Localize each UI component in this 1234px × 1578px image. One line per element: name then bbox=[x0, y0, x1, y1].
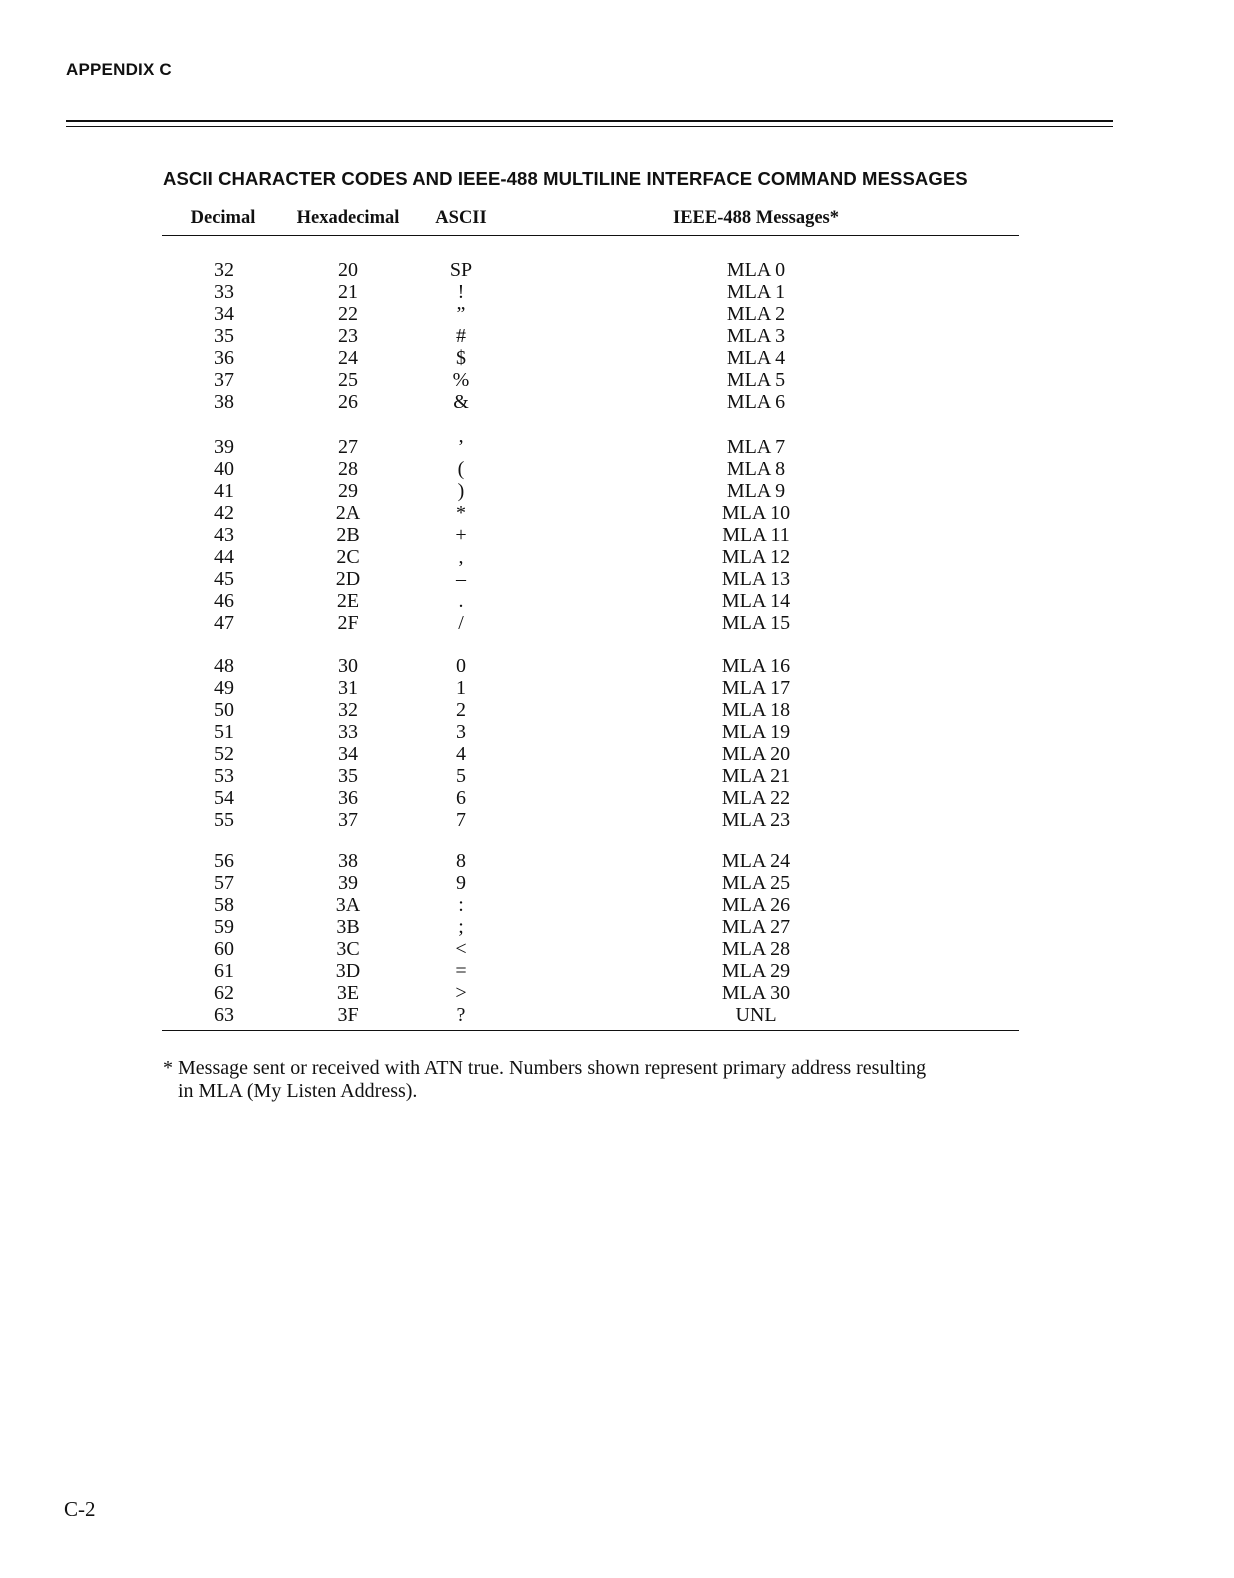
cell-decimal: 52 bbox=[214, 743, 234, 765]
cell-decimal: 43 bbox=[214, 524, 234, 546]
cell-decimal: 35 bbox=[214, 325, 234, 347]
cell-ascii: # bbox=[456, 325, 466, 347]
cell-hexadecimal: 21 bbox=[338, 281, 358, 303]
cell-ascii: & bbox=[453, 391, 469, 413]
cell-ieee-message: MLA 16 bbox=[721, 655, 791, 677]
cell-ascii: + bbox=[455, 524, 467, 546]
cell-ieee-message: MLA 29 bbox=[721, 960, 791, 982]
cell-ieee-message: MLA 10 bbox=[721, 502, 791, 524]
cell-ascii: $ bbox=[456, 347, 466, 369]
cell-ieee-message: MLA 27 bbox=[721, 916, 791, 938]
cell-hexadecimal: 31 bbox=[338, 677, 358, 699]
cell-hexadecimal: 3C bbox=[336, 938, 360, 960]
cell-hexadecimal: 3B bbox=[336, 916, 360, 938]
cell-ieee-message: MLA 4 bbox=[726, 347, 786, 369]
footnote-line-2: in MLA (My Listen Address). bbox=[178, 1080, 418, 1102]
cell-ieee-message: MLA 30 bbox=[721, 982, 791, 1004]
cell-decimal: 62 bbox=[214, 982, 234, 1004]
cell-decimal: 56 bbox=[214, 850, 234, 872]
cell-decimal: 55 bbox=[214, 809, 234, 831]
cell-ascii: / bbox=[458, 612, 464, 634]
cell-ascii: 1 bbox=[456, 677, 466, 699]
cell-ascii: = bbox=[455, 960, 467, 982]
cell-decimal: 53 bbox=[214, 765, 234, 787]
cell-decimal: 34 bbox=[214, 303, 234, 325]
cell-hexadecimal: 39 bbox=[338, 872, 358, 894]
cell-ascii: 6 bbox=[456, 787, 466, 809]
cell-decimal: 61 bbox=[214, 960, 234, 982]
cell-ascii: ’ bbox=[457, 436, 465, 458]
cell-hexadecimal: 37 bbox=[338, 809, 358, 831]
cell-hexadecimal: 23 bbox=[338, 325, 358, 347]
column-header-decimal: Decimal bbox=[190, 208, 256, 228]
cell-decimal: 49 bbox=[214, 677, 234, 699]
cell-decimal: 48 bbox=[214, 655, 234, 677]
cell-hexadecimal: 3F bbox=[337, 1004, 359, 1026]
footnote bbox=[163, 1057, 1033, 1103]
cell-hexadecimal: 26 bbox=[338, 391, 358, 413]
table-title: ASCII CHARACTER CODES AND IEEE-488 MULTILINE INTERFACE COMMAND MESSAGES bbox=[163, 168, 968, 189]
cell-decimal: 46 bbox=[214, 590, 234, 612]
cell-ascii: < bbox=[455, 938, 467, 960]
cell-decimal: 36 bbox=[214, 347, 234, 369]
cell-hexadecimal: 34 bbox=[338, 743, 358, 765]
cell-ascii: ! bbox=[457, 281, 465, 303]
cell-ieee-message: MLA 2 bbox=[726, 303, 786, 325]
cell-ieee-message: MLA 3 bbox=[726, 325, 786, 347]
cell-hexadecimal: 2E bbox=[336, 590, 360, 612]
cell-ieee-message: UNL bbox=[735, 1004, 777, 1026]
cell-ieee-message: MLA 13 bbox=[721, 568, 791, 590]
cell-hexadecimal: 35 bbox=[338, 765, 358, 787]
cell-ascii: SP bbox=[449, 259, 473, 281]
cell-hexadecimal: 27 bbox=[338, 436, 358, 458]
cell-ieee-message: MLA 7 bbox=[726, 436, 786, 458]
cell-ieee-message: MLA 14 bbox=[721, 590, 791, 612]
cell-hexadecimal: 22 bbox=[338, 303, 358, 325]
cell-ieee-message: MLA 21 bbox=[721, 765, 791, 787]
cell-ascii: ( bbox=[457, 458, 465, 480]
cell-hexadecimal: 28 bbox=[338, 458, 358, 480]
cell-ieee-message: MLA 12 bbox=[721, 546, 791, 568]
cell-decimal: 63 bbox=[214, 1004, 234, 1026]
cell-hexadecimal: 2A bbox=[335, 502, 361, 524]
cell-decimal: 45 bbox=[214, 568, 234, 590]
cell-hexadecimal: 32 bbox=[338, 699, 358, 721]
cell-ascii: ” bbox=[456, 303, 466, 325]
cell-ieee-message: MLA 25 bbox=[721, 872, 791, 894]
cell-hexadecimal: 29 bbox=[338, 480, 358, 502]
cell-ascii: ) bbox=[457, 480, 465, 502]
cell-hexadecimal: 36 bbox=[338, 787, 358, 809]
cell-decimal: 51 bbox=[214, 721, 234, 743]
cell-ascii: 7 bbox=[456, 809, 466, 831]
cell-decimal: 32 bbox=[214, 259, 234, 281]
cell-decimal: 42 bbox=[214, 502, 234, 524]
cell-decimal: 57 bbox=[214, 872, 234, 894]
appendix-label: APPENDIX C bbox=[66, 60, 172, 79]
cell-ascii: ; bbox=[458, 916, 464, 938]
cell-ieee-message: MLA 5 bbox=[726, 369, 786, 391]
cell-ascii: * bbox=[456, 502, 466, 524]
cell-decimal: 41 bbox=[214, 480, 234, 502]
cell-ieee-message: MLA 1 bbox=[726, 281, 786, 303]
table-bottom-rule bbox=[162, 1030, 1019, 1031]
cell-decimal: 33 bbox=[214, 281, 234, 303]
cell-hexadecimal: 30 bbox=[338, 655, 358, 677]
cell-decimal: 38 bbox=[214, 391, 234, 413]
cell-hexadecimal: 33 bbox=[338, 721, 358, 743]
cell-ascii: : bbox=[458, 894, 464, 916]
cell-ieee-message: MLA 0 bbox=[726, 259, 786, 281]
cell-ascii: 3 bbox=[456, 721, 466, 743]
cell-ieee-message: MLA 9 bbox=[726, 480, 786, 502]
cell-decimal: 50 bbox=[214, 699, 234, 721]
cell-ieee-message: MLA 11 bbox=[722, 524, 790, 546]
cell-decimal: 60 bbox=[214, 938, 234, 960]
cell-decimal: 39 bbox=[214, 436, 234, 458]
cell-ieee-message: MLA 8 bbox=[726, 458, 786, 480]
cell-ascii: , bbox=[458, 546, 464, 568]
cell-hexadecimal: 3D bbox=[335, 960, 361, 982]
cell-ascii: 9 bbox=[456, 872, 466, 894]
cell-ascii: % bbox=[452, 369, 470, 391]
cell-hexadecimal: 2D bbox=[335, 568, 361, 590]
cell-ascii: 8 bbox=[456, 850, 466, 872]
cell-hexadecimal: 38 bbox=[338, 850, 358, 872]
cell-hexadecimal: 2C bbox=[336, 546, 360, 568]
cell-decimal: 47 bbox=[214, 612, 234, 634]
cell-decimal: 54 bbox=[214, 787, 234, 809]
cell-ascii: > bbox=[455, 982, 467, 1004]
cell-hexadecimal: 25 bbox=[338, 369, 358, 391]
cell-ieee-message: MLA 24 bbox=[721, 850, 791, 872]
cell-ieee-message: MLA 22 bbox=[721, 787, 791, 809]
cell-ascii: . bbox=[458, 590, 464, 612]
cell-hexadecimal: 2F bbox=[337, 612, 359, 634]
cell-hexadecimal: 20 bbox=[338, 259, 358, 281]
cell-ieee-message: MLA 23 bbox=[721, 809, 791, 831]
cell-ieee-message: MLA 18 bbox=[721, 699, 791, 721]
cell-decimal: 44 bbox=[214, 546, 234, 568]
cell-ieee-message: MLA 26 bbox=[721, 894, 791, 916]
cell-ascii: 5 bbox=[456, 765, 466, 787]
cell-decimal: 58 bbox=[214, 894, 234, 916]
cell-ieee-message: MLA 19 bbox=[721, 721, 791, 743]
cell-hexadecimal: 2B bbox=[336, 524, 360, 546]
cell-ieee-message: MLA 17 bbox=[721, 677, 791, 699]
cell-ieee-message: MLA 20 bbox=[721, 743, 791, 765]
cell-ascii: 4 bbox=[456, 743, 466, 765]
cell-decimal: 59 bbox=[214, 916, 234, 938]
cell-ieee-message: MLA 15 bbox=[721, 612, 791, 634]
cell-ascii: ? bbox=[456, 1004, 466, 1026]
page-number: C-2 bbox=[64, 1497, 96, 1521]
column-header-ascii: ASCII bbox=[435, 208, 487, 228]
cell-ascii: – bbox=[456, 568, 466, 590]
footnote-line-1: * Message sent or received with ATN true. Numbers shown represent primary address resulting bbox=[163, 1057, 927, 1079]
column-header-hexadecimal: Hexadecimal bbox=[296, 208, 400, 228]
cell-hexadecimal: 3E bbox=[336, 982, 360, 1004]
cell-ascii: 2 bbox=[456, 699, 466, 721]
cell-decimal: 40 bbox=[214, 458, 234, 480]
cell-ieee-message: MLA 6 bbox=[726, 391, 786, 413]
cell-hexadecimal: 24 bbox=[338, 347, 358, 369]
cell-ieee-message: MLA 28 bbox=[721, 938, 791, 960]
cell-decimal: 37 bbox=[214, 369, 234, 391]
column-header-ieee-messages: IEEE-488 Messages* bbox=[673, 208, 839, 228]
cell-hexadecimal: 3A bbox=[335, 894, 361, 916]
cell-ascii: 0 bbox=[456, 655, 466, 677]
